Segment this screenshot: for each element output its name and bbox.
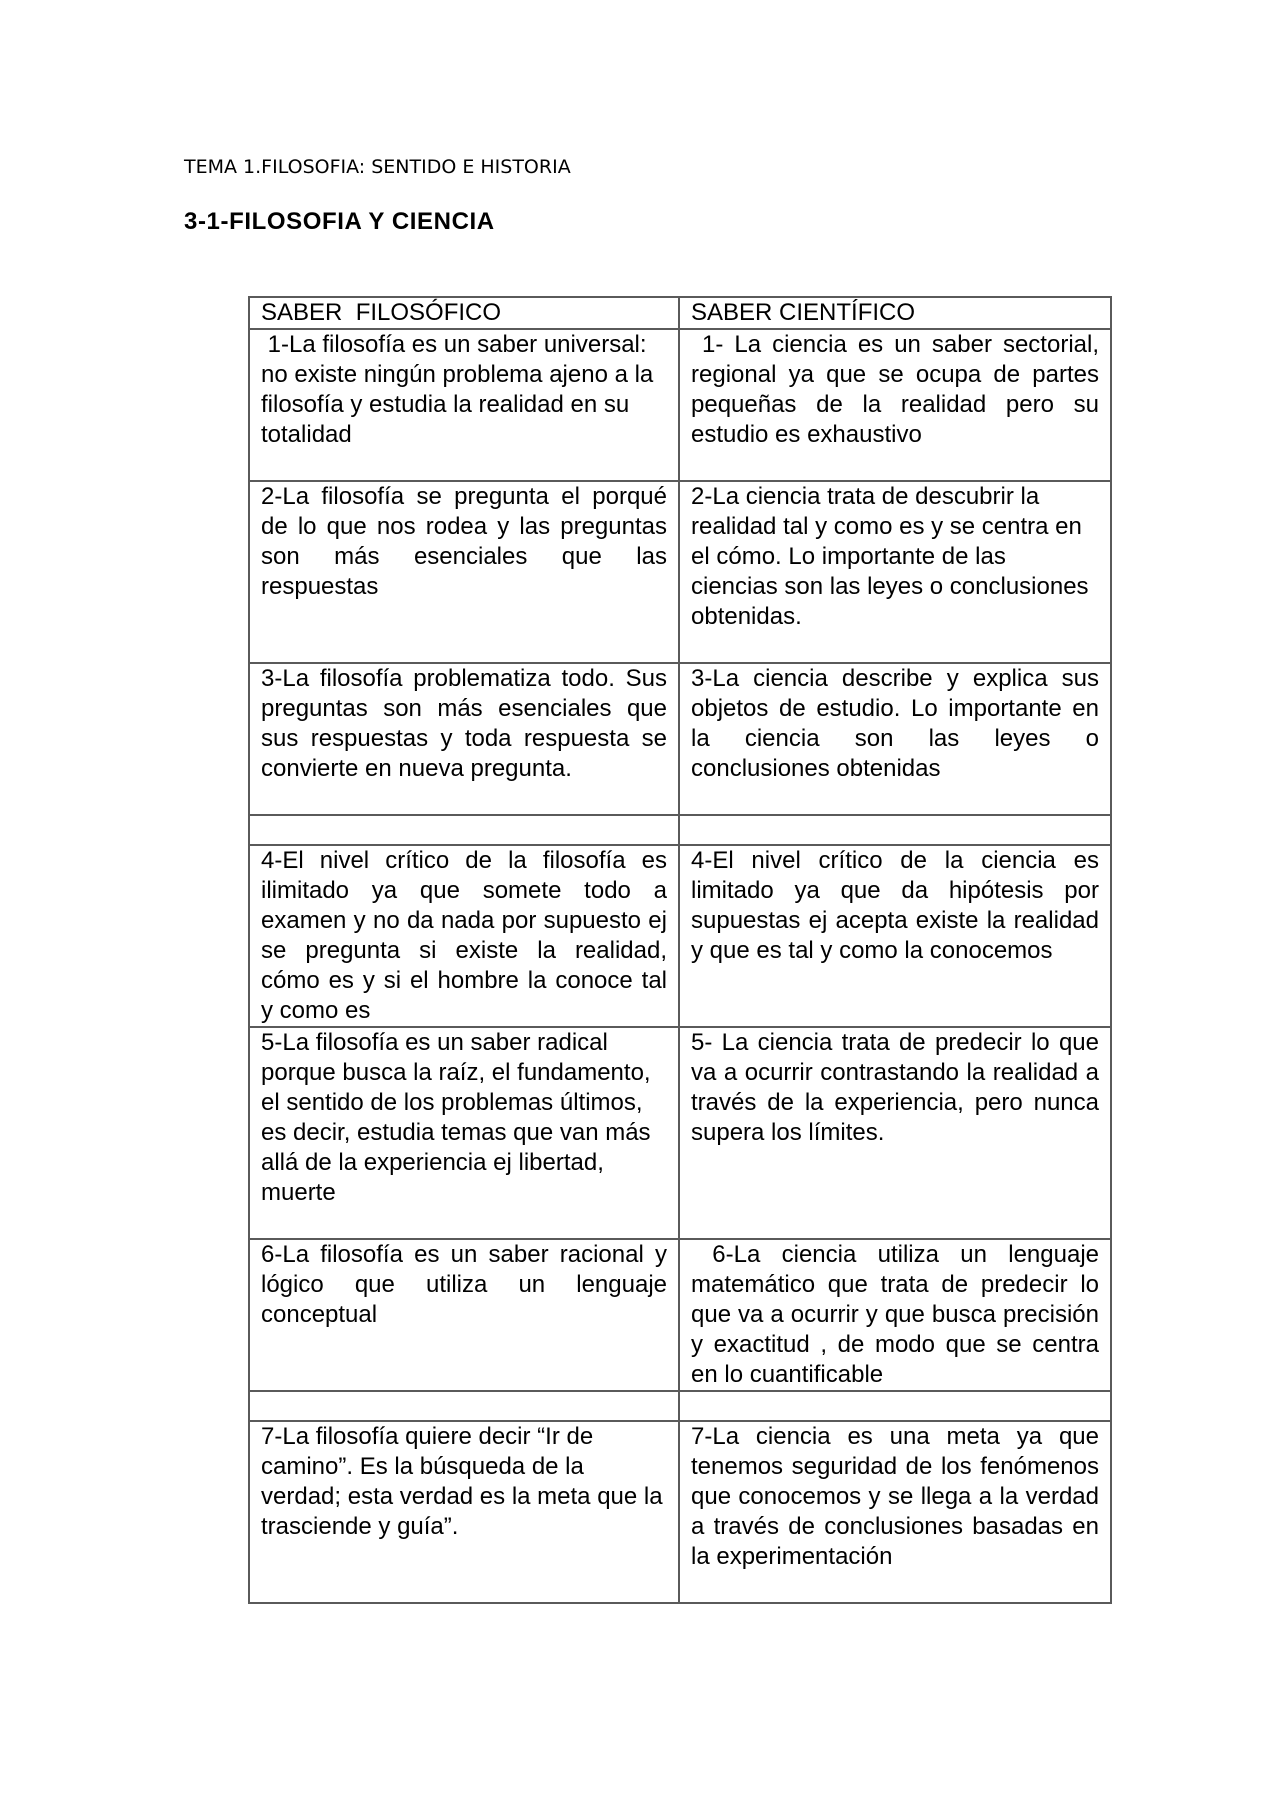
philosophy-cell: 5-La filosofía es un saber radical porque busca la raíz, el fundamento, el sentido de los problemas últimos, es decir, estudia temas que van más allá de la experiencia ej libertad, muerte (249, 1027, 679, 1239)
philosophy-cell: 7-La filosofía quiere decir “Ir de camino”. Es la búsqueda de la verdad; esta verdad es la meta que la trasciende y guía”. (249, 1421, 679, 1603)
comparison-table (248, 296, 1112, 1604)
header-science: SABER CIENTÍFICO (679, 297, 1111, 329)
science-cell: 7-La ciencia es una meta ya que tenemos seguridad de los fenómenos que conocemos y se llega a la verdad a través de conclusiones basadas en la experimentación (679, 1421, 1111, 1603)
science-cell: 1- La ciencia es un saber sectorial, regional ya que se ocupa de partes pequeñas de la realidad pero su estudio es exhaustivo (679, 329, 1111, 481)
table-row (249, 1239, 1111, 1391)
philosophy-cell: 2-La filosofía se pregunta el porqué de lo que nos rodea y las preguntas son más esenciales que las respuestas (249, 481, 679, 663)
section-heading: 3-1-FILOSOFIA Y CIENCIA (184, 208, 495, 235)
table-header-row (249, 297, 1111, 329)
table-row (249, 329, 1111, 481)
table-row (249, 1421, 1111, 1603)
table-row (249, 1027, 1111, 1239)
science-cell: 5- La ciencia trata de predecir lo que va a ocurrir contrastando la realidad a través de la experiencia, pero nunca supera los límites. (679, 1027, 1111, 1239)
page-title: TEMA 1.FILOSOFIA: SENTIDO E HISTORIA (184, 156, 571, 178)
science-cell: 6-La ciencia utiliza un lenguaje matemático que trata de predecir lo que va a ocurrir y que busca precisión y exactitud , de modo que se centra en lo cuantificable (679, 1239, 1111, 1391)
philosophy-cell (249, 1391, 679, 1421)
table-row-empty (249, 815, 1111, 845)
science-cell: 2-La ciencia trata de descubrir la realidad tal y como es y se centra en el cómo. Lo importante de las ciencias son las leyes o conclusiones obtenidas. (679, 481, 1111, 663)
philosophy-cell (249, 815, 679, 845)
philosophy-cell: 3-La filosofía problematiza todo. Sus preguntas son más esenciales que sus respuestas y toda respuesta se convierte en nueva pregunta. (249, 663, 679, 815)
table-row-empty (249, 1391, 1111, 1421)
science-cell (679, 815, 1111, 845)
science-cell: 4-El nivel crítico de la ciencia es limitado ya que da hipótesis por supuestas ej acepta existe la realidad y que es tal y como la conocemos (679, 845, 1111, 1027)
philosophy-cell: 1-La filosofía es un saber universal: no existe ningún problema ajeno a la filosofía y estudia la realidad en su totalidad (249, 329, 679, 481)
philosophy-cell: 4-El nivel crítico de la filosofía es ilimitado ya que somete todo a examen y no da nada por supuesto ej se pregunta si existe la realidad, cómo es y si el hombre la conoce tal y como es (249, 845, 679, 1027)
science-cell (679, 1391, 1111, 1421)
table-row (249, 845, 1111, 1027)
table-row (249, 481, 1111, 663)
header-philosophy: SABER FILOSÓFICO (249, 297, 679, 329)
philosophy-cell: 6-La filosofía es un saber racional y lógico que utiliza un lenguaje conceptual (249, 1239, 679, 1391)
science-cell: 3-La ciencia describe y explica sus objetos de estudio. Lo importante en la ciencia son las leyes o conclusiones obtenidas (679, 663, 1111, 815)
table-row (249, 663, 1111, 815)
